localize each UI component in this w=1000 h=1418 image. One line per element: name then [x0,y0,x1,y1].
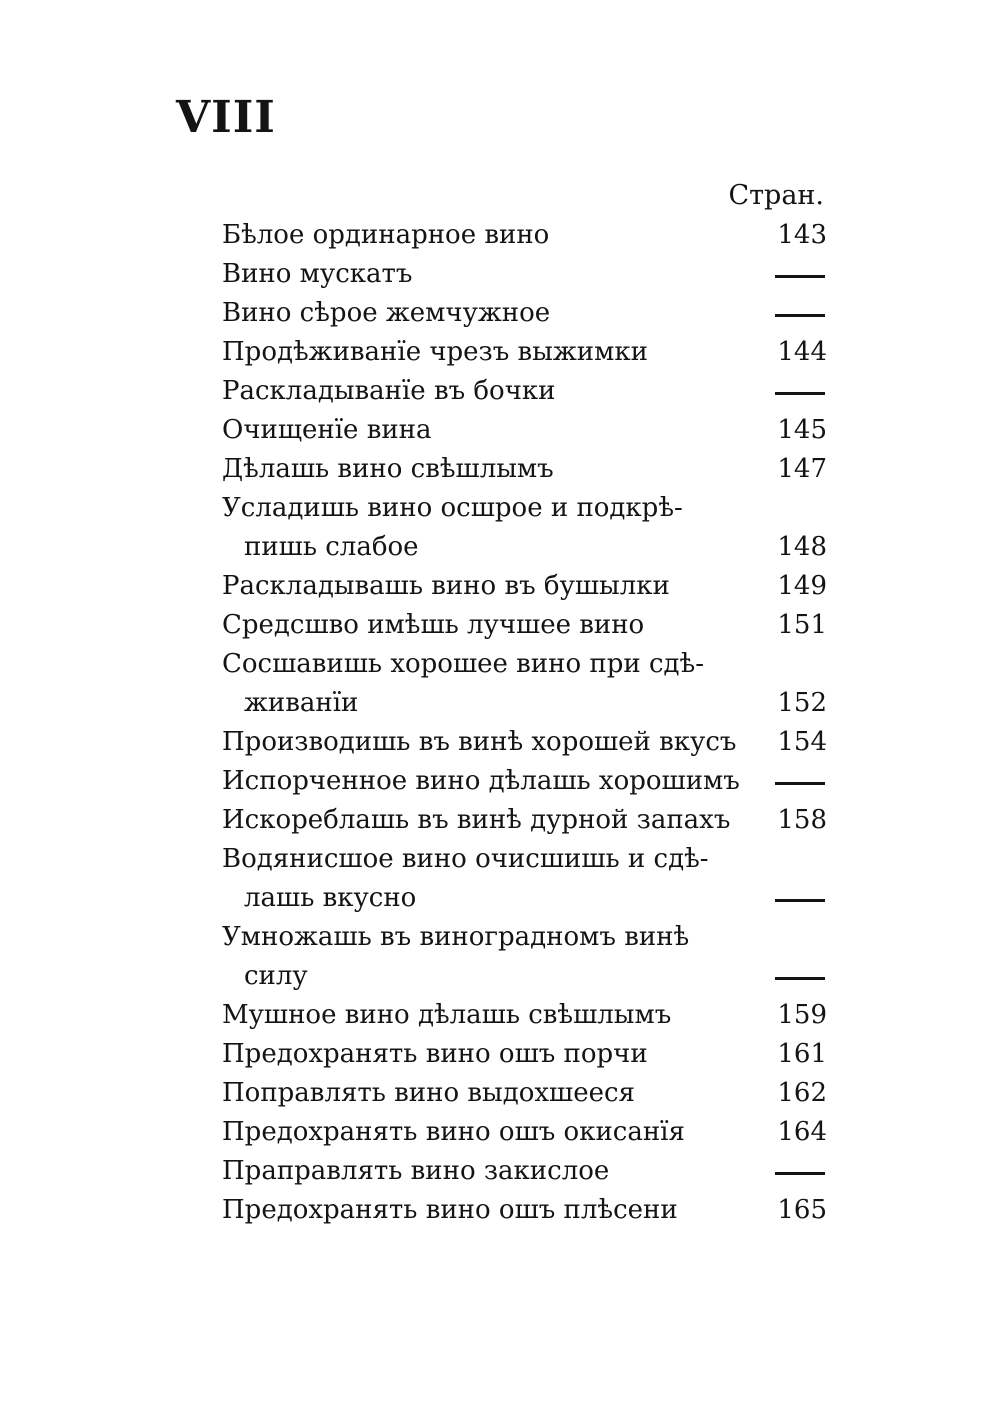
toc-entry [222,567,827,606]
toc-entry-title: Водянисшое вино очисшишь и сдѣ- [222,844,709,874]
ditto-dash [775,1172,825,1175]
toc-entry-title: Предохранять вино ошъ порчи [222,1039,648,1069]
toc-entry-title: Бѣлое ординарное вино [222,220,550,250]
toc-entry [222,372,827,411]
toc-entry [222,450,827,489]
toc-entry-page: 145 [777,415,827,445]
toc-entry-title: Поправлять вино выдохшееся [222,1078,635,1108]
toc-entry-title: Продѣживанїе чрезъ выжимки [222,337,648,367]
toc-entry [222,801,827,840]
toc-entry-title: Раскладыванїе въ бочки [222,376,556,406]
table-of-contents [222,216,827,1230]
toc-entry-title: Очищенїе вина [222,415,432,445]
toc-entry-title: живанїи [244,688,359,718]
toc-entry [222,1035,827,1074]
toc-entry-page: 152 [777,688,827,718]
toc-entry [222,1074,827,1113]
toc-entry-page: 165 [777,1195,827,1225]
toc-entry-title: Производишь въ винѣ хорошей вкусъ [222,727,737,757]
toc-entry-title: Вино мускатъ [222,259,413,289]
toc-entry [222,489,827,528]
toc-entry [222,294,827,333]
toc-entry [222,606,827,645]
ditto-dash [775,977,825,980]
toc-entry-page: 149 [777,571,827,601]
toc-entry-title: Сосшавишь хорошее вино при сдѣ- [222,649,704,679]
toc-entry-title: Праправлять вино закислое [222,1156,610,1186]
toc-entry [222,918,827,957]
toc-entry [222,762,827,801]
toc-entry-title: Вино сѣрое жемчужное [222,298,551,328]
toc-entry [222,1152,827,1191]
toc-entry-title: Предохранять вино ошъ окисанїя [222,1117,685,1147]
toc-entry-title: Усладишь вино осшрое и подкрѣ- [222,493,683,523]
toc-entry [222,216,827,255]
toc-entry-title: пишь слабое [244,532,419,562]
toc-entry [222,255,827,294]
toc-entry-page: 143 [777,220,827,250]
toc-entry-page: 148 [777,532,827,562]
toc-entry-page: 147 [777,454,827,484]
toc-entry-title: Дѣлашь вино свѣшлымъ [222,454,554,484]
toc-entry-page: 159 [777,1000,827,1030]
toc-entry [222,333,827,372]
toc-entry-title: Раскладывашь вино въ бушылки [222,571,670,601]
toc-entry [222,1113,827,1152]
toc-entry-page: 164 [777,1117,827,1147]
ditto-dash [775,314,825,317]
toc-entry-page: 151 [777,610,827,640]
toc-entry-page: 162 [777,1078,827,1108]
toc-entry-continuation [222,879,827,918]
page-column-header: Стран. [728,180,824,211]
toc-entry-page: 144 [777,337,827,367]
page-number: VIII [176,92,276,143]
toc-entry [222,840,827,879]
toc-entry-title: Искореблашь въ винѣ дурной запахъ [222,805,731,835]
toc-entry [222,996,827,1035]
toc-entry-title: Мушное вино дѣлашь свѣшлымъ [222,1000,672,1030]
ditto-dash [775,782,825,785]
toc-entry [222,723,827,762]
toc-entry-title: лашь вкусно [244,883,417,913]
toc-entry-title: Умножашь въ виноградномъ винѣ [222,922,690,952]
ditto-dash [775,275,825,278]
toc-entry [222,645,827,684]
toc-entry-page: 154 [777,727,827,757]
toc-entry-continuation [222,957,827,996]
toc-entry [222,1191,827,1230]
ditto-dash [775,392,825,395]
toc-entry-continuation [222,528,827,567]
toc-entry-title: Средсшво имѣшь лучшее вино [222,610,645,640]
toc-entry-title: Предохранять вино ошъ плѣсени [222,1195,678,1225]
toc-entry-page: 158 [777,805,827,835]
toc-entry-title: Испорченное вино дѣлашь хорошимъ [222,766,740,796]
toc-entry [222,411,827,450]
toc-entry-page: 161 [777,1039,827,1069]
toc-entry-continuation [222,684,827,723]
ditto-dash [775,899,825,902]
toc-entry-title: силу [244,961,308,991]
